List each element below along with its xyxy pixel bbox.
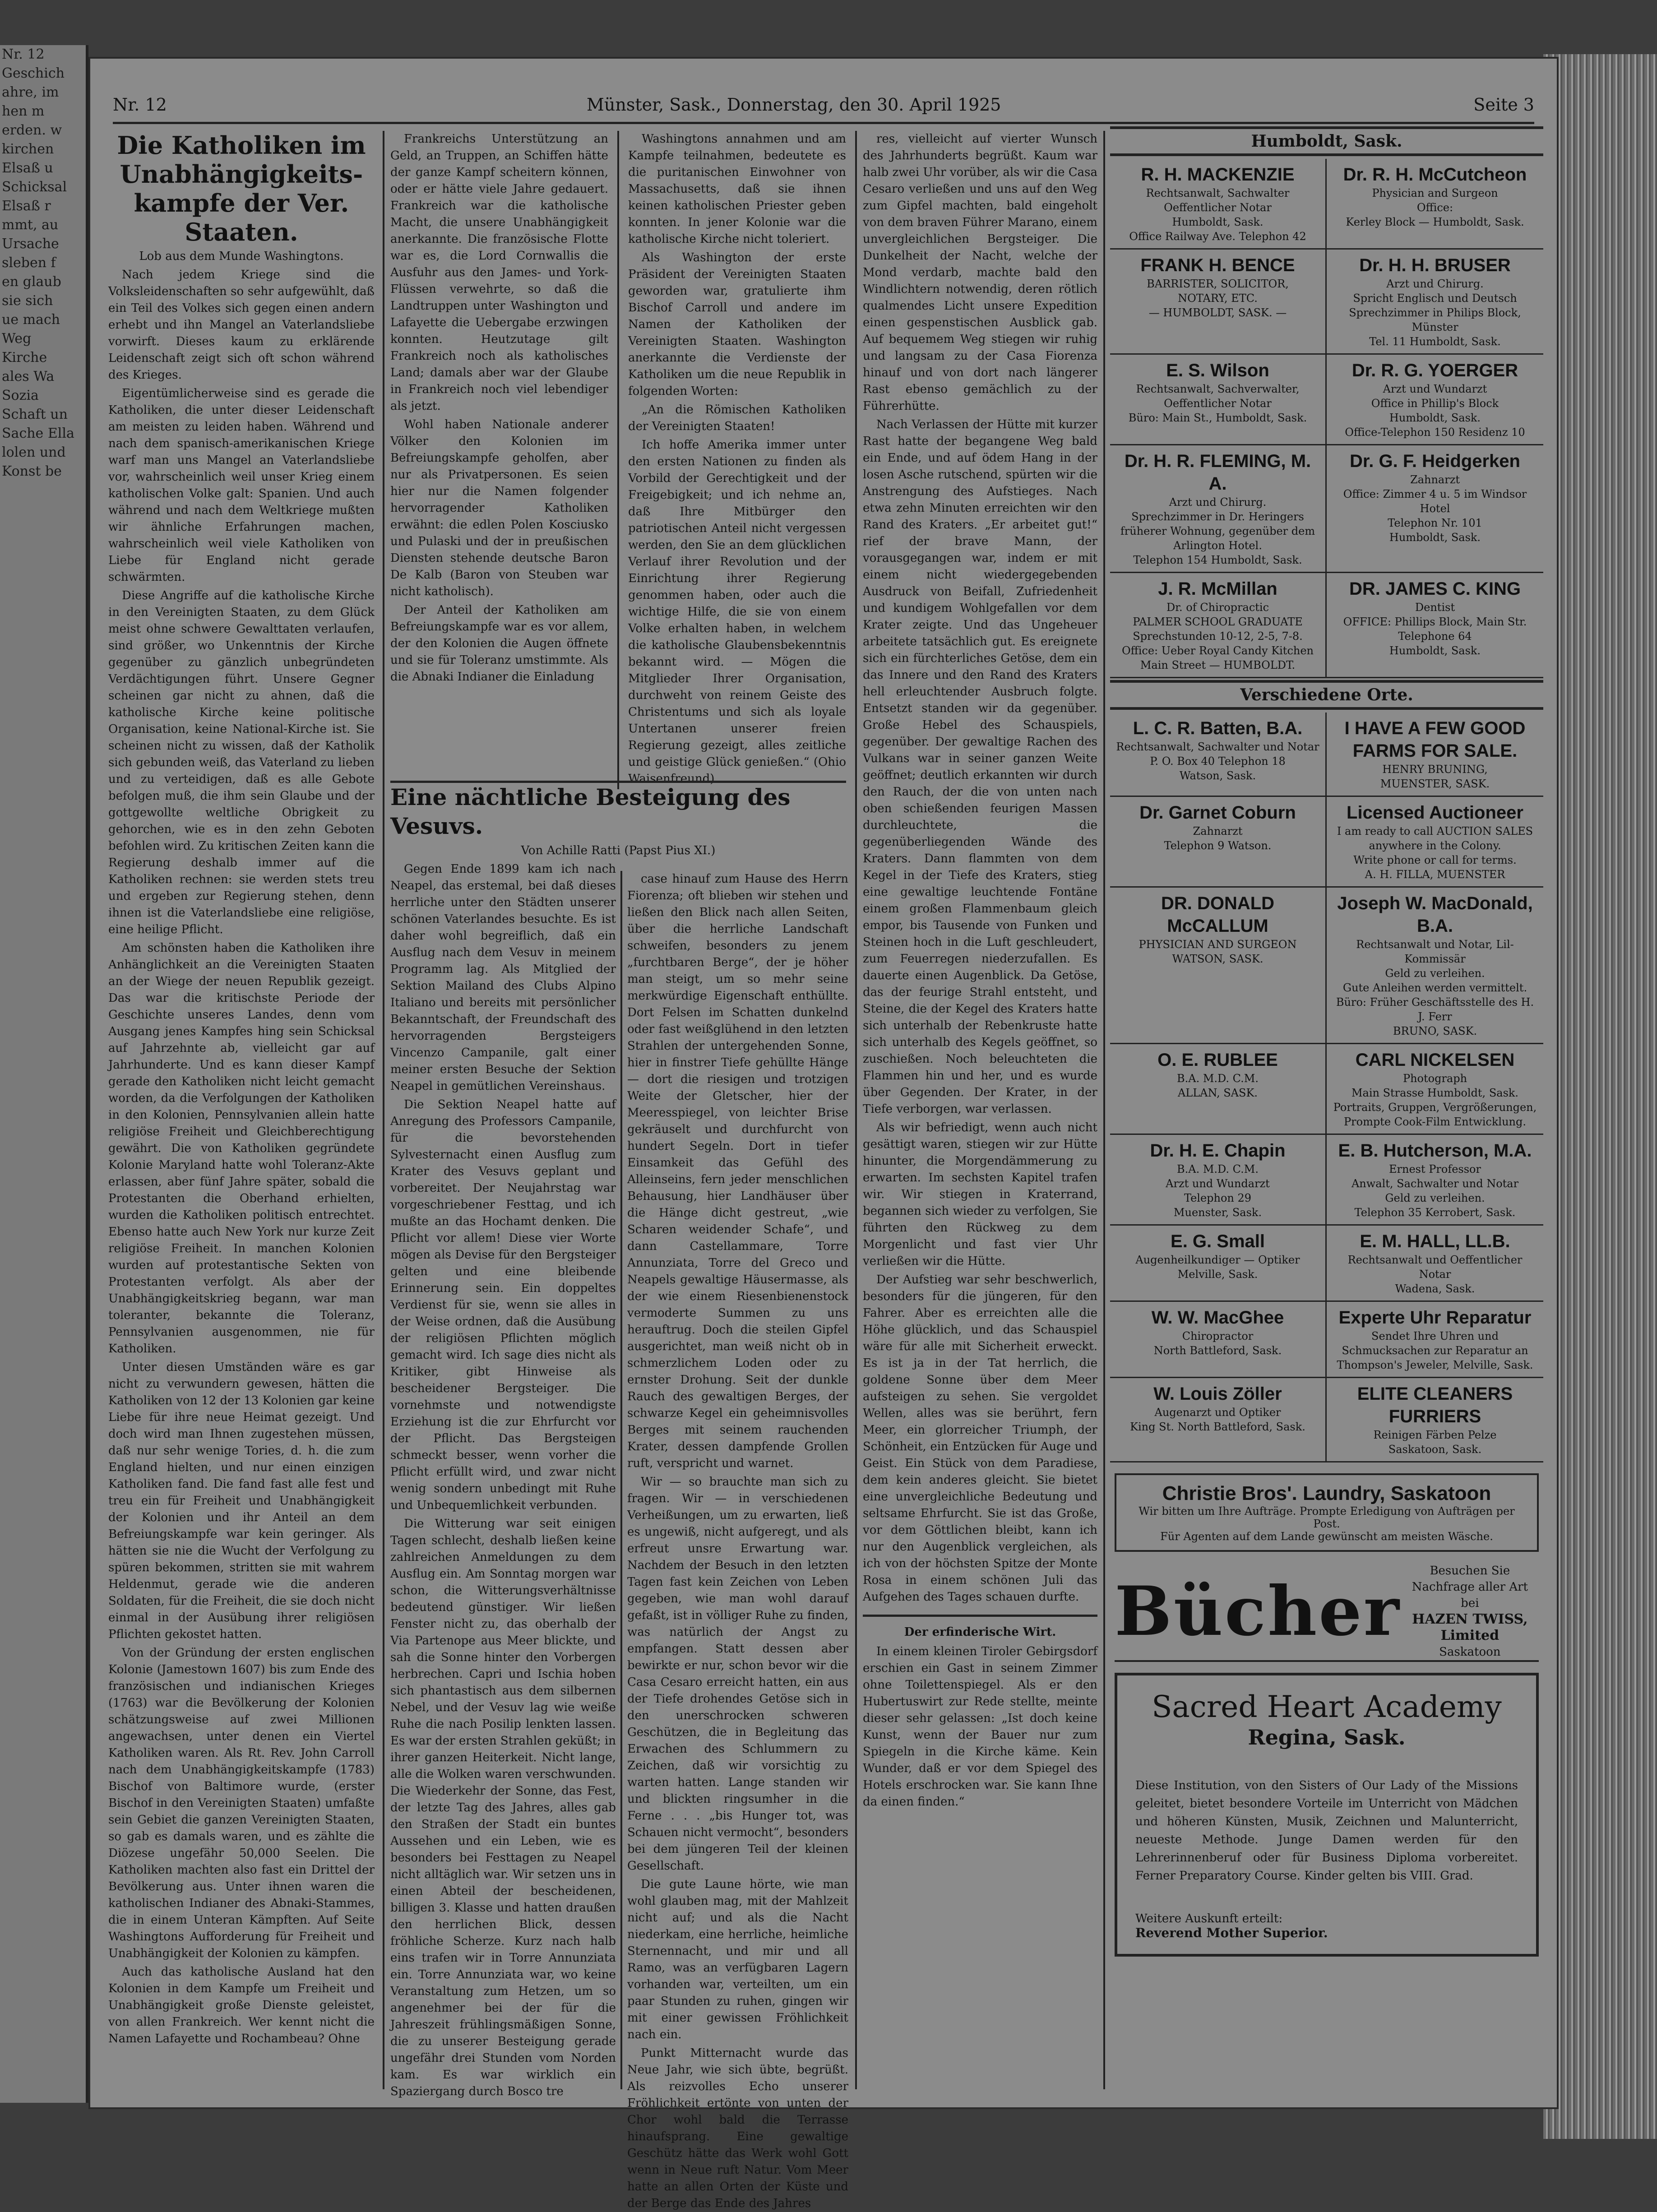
ad-line: Gute Anleihen werden vermittelt. [1342, 981, 1527, 994]
directory-ad [1327, 250, 1543, 355]
ad-name: CARL NICKELSEN [1355, 1050, 1515, 1070]
ad-line: North Battleford, Sask. [1153, 1344, 1282, 1357]
ad-line: Sprechstunden 10-12, 2-5, 7-8. Office: Ueber Royal Candy Kitchen [1121, 630, 1314, 657]
paragraph: Die Witterung war seit einigen Tagen schlecht, deshalb ließen keine zahlreichen Anmeldungen zu dem Ausflug ein. Am Sonntag morgen war schon, die Witterungsverhältnisse bedeutend günstiger. Wir ließen Fenster nicht zu, das oberhalb der Via Partenope aus Meer blickte, und sah die Sonne hinter den Vorbergen herbrechen. Capri und Ischia hoben sich phantastisch aus dem silbernen Nebel, und der Vesuv lag wie weiße Ruhe die nach Posilip lenkten lassen. Es war der ersten Strahlen geküßt; in ihrer ganzen Heiterkeit. Nicht lange, alle die Wolken waren verschwunden. Die Wiederkehr der Sonne, das Fest, der letzte Tag des Jahres, alles gab den Straßen der Stadt ein buntes Aussehen und ein Leben, wie es besonders bei Festtagen zu Neapel nicht alltäglich war. Wir setzen uns in einen Abteil der bescheidenen, billigen 3. Klasse und hatten draußen den herrlichen Blick, dessen fröhliche Scherze. Kurz nach halb eins trafen wir in Torre Annunziata ein. Torre Annunziata war, wo keine Veranstaltung zum Hetzen, um so angenehmer bei der für die Jahreszeit frühlingsmäßigen Sonne, die zu unserer Besteigung gerade ungefähr drei Stunden vom Norden kam. Es war wirklich ein Spaziergang durch Bosco tre [390, 1517, 616, 2098]
paragraph: Ich hoffe Amerika immer unter den ersten Nationen zu finden als Vorbild der Gerechtigkeit und der Freigebigkeit; und ich nehme an, daß Ihre Mitbürger den patriotischen Anteil nicht vergessen werden, den Sie an dem glücklichen Verlauf ihrer Revolution und der Einrichtung ihrer Regierung genommen haben, oder auch die wichtige Hilfe, die sie von einem Volke erhalten haben, in welchem die katholische Glaubensbekenntnis bekannt wird. — Mögen die Mitglieder Ihrer Organisation, durchweht von reinem Geiste des Christentums und sich als loyale Untertanen unserer freien Regierung gezeigt, alles zeitliche und geistige Glück genießen.“ (Ohio Waisenfreund) [628, 438, 846, 786]
paragraph: Auch das katholische Ausland hat den Kolonien in dem Kampfe um Freiheit und Unabhängigkeit große Dienste geleistet, von allen Frankreich. Wer kennt nicht die Namen Lafayette und Rochambeau? Ohne [108, 1965, 375, 2045]
ad-line: früherer Wohnung, gegenüber dem [1120, 525, 1315, 537]
ad-line: Watson, Sask. [1179, 769, 1256, 782]
fragment-line: erden. w [2, 122, 62, 138]
ad-line: Arzt und Chirurg. [1386, 278, 1484, 290]
ad-name: Dr. R. G. YOERGER [1352, 361, 1518, 380]
ad-line: Rechtsanwalt und Notar, Lil-Kommissär [1356, 938, 1514, 965]
directory-ad [1110, 1135, 1327, 1226]
fragment-line: Elsaß r [2, 198, 51, 214]
ad-line: Rechtsanwalt, Sachverwalter, [1136, 383, 1300, 395]
academy-contact-label: Weitere Auskunft erteilt: [1135, 1912, 1283, 1925]
anecdote-text: In einem kleinen Tiroler Gebirgsdorf erschien ein Gast in seinem Zimmer ohne Toilettenspiegel. Als er den Hubertuswirt zur Rede stellte, meinte dieser sehr gelassen: „Ist doch keine Kunst, wenn der Bauer nur zum Spiegeln in die Kirche käme. Kein Wunder, daß er vor dem Spiegel des Hotels erschrocken war. Sie kann Ihne da einen finden.“ [863, 1645, 1097, 1809]
issue-number: Nr. 12 [113, 95, 167, 115]
ad-line: Photograph [1402, 1072, 1467, 1085]
paragraph: Wir — so brauchte man sich zu fragen. Wir — in verschiedenen Verheißungen, um zu erwarten, ließ es ungewiß, nicht aufgeregt, und als erfreut unsre Erwartung war. Nachdem der Besuch in den letzten Tagen fast kein Zeichen von Leben gegeben, wie man wohl darauf gefaßt, ist in völliger Ruhe zu finden, was natürlich der Angst zu empfangen. Statt dessen aber bewirkte er nur, schon bevor wir die Casa Cesaro erreicht hatten, ein aus der Tiefe drohendes Getöse sich in den unerschrocken schweren Geschützen, die in Begleitung das Erwachen des Schlummern zu Zeichen, daß wir vorsichtig zu warten hatten. Lange standen wir und blickten ringsumher in die Ferne . . . „bis Hunger tot, was Schauen nicht vermocht“, besonders bei dem jüngeren Teil der kleinen Gesellschaft. [627, 1475, 848, 1873]
ad-line: WATSON, SASK. [1172, 953, 1264, 965]
ad-line: Main Strasse Humboldt, Sask. [1351, 1087, 1519, 1099]
buecher-details [1401, 1563, 1539, 1660]
directory-ad [1110, 713, 1327, 797]
fragment-line: lolen und [2, 444, 66, 460]
ad-line: Humboldt, Sask. [1389, 531, 1481, 544]
fragment-line: en glaub [2, 274, 61, 290]
ad-line: Dentist [1415, 601, 1455, 614]
anecdote-box [863, 1615, 1097, 1810]
newspaper-page [90, 59, 1557, 2210]
paragraph: Eigentümlicherweise sind es gerade die Katholiken, die unter dieser Leidenschaft am meisten zu leiden haben. Während und nach dem spanisch-amerikanischen Kriege warf man uns Mangel an Vaterlandsliebe vor, wahrscheinlich weil unser Krieg einem katholischen Volke galt: Spanien. Und auch während und nach dem Weltkriege mußten wir ähnliche Erfahrungen machen, wahrscheinlich weil viele Katholiken von Liebe für England nicht gerade schwärmten. [108, 387, 375, 584]
directory-ad [1110, 797, 1327, 888]
ad-name: W. W. MacGhee [1151, 1308, 1284, 1328]
ad-line: Telephon 35 Kerrobert, Sask. [1354, 1206, 1516, 1219]
laundry-ad [1115, 1473, 1539, 1552]
ad-line: Rechtsanwalt, Sachwalter und Notar [1116, 740, 1319, 753]
fragment-line: Schicksal [2, 179, 67, 195]
ad-line: Telephon Nr. 101 [1388, 517, 1482, 529]
ad-name: Joseph W. MacDonald, B.A. [1337, 893, 1533, 936]
directory-ad [1110, 250, 1327, 355]
ad-name: E. S. Wilson [1166, 361, 1269, 380]
directory-ad [1110, 888, 1327, 1044]
academy-contact: Reverend Mother Superior. [1135, 1925, 1328, 1940]
article-subhead: Lob aus dem Munde Washingtons. [139, 250, 344, 263]
story-headline: Eine nächtliche Besteigung des Vesuvs. [390, 784, 791, 839]
paragraph: Frankreichs Unterstützung an Geld, an Truppen, an Schiffen hätte der ganze Kampf scheitern können, oder er hätte viele Jahre gedauert. Frankreich war die katholische Macht, die unsere Unabhängigkeit anerkannte. Die französische Flotte war es, die Lord Cornwallis die Ausfuhr aus den James- und York-Flüssen verwehrte, so daß die Landtruppen unter Washington und Lafayette die Uebergabe erzwingen konnten. Heutzutage gilt Frankreich noch als katholisches Land; damals aber war der Glaube in Frankreich noch viel lebendiger als jetzt. [390, 132, 609, 413]
academy-city: Regina, Sask. [1248, 1725, 1406, 1749]
directory-ad [1110, 1226, 1327, 1302]
buecher-wordmark: Bücher [1115, 1572, 1401, 1651]
ad-line: Wadena, Sask. [1395, 1282, 1475, 1295]
ad-line: Office in Phillip's Block [1371, 397, 1499, 410]
ad-line: Office Railway Ave. Telephon 42 [1129, 230, 1306, 243]
ad-line: BRUNO, SASK. [1393, 1025, 1477, 1037]
ad-line: PALMER SCHOOL GRADUATE [1133, 615, 1303, 628]
paragraph: Der Aufstieg war sehr beschwerlich, besonders für die jüngeren, für den Fahrer. Aber es erreichten alle die Höhe glücklich, und das Schauspiel wäre für alle mit Sicherheit erweckt. Es ist ja in der Tat herrlich, die goldene Sonne über dem Meer aufsteigen zu sehen. Sie vergoldet Wellen, alles was sie berührt, fern Meer, ein glorreicher Triumph, der Schönheit, ein Entzücken für Auge und Geist. Ein Stück von dem Paradiese, dem kein anderes gleicht. Sie bietet eine unvergleichliche Bedeutung und seltsame Ehrfurcht. Sie ist das Große, vor dem Göttlichen bleibt, kann ich nur den Augenblick vergleichen, als ich von der höchsten Spitze der Monte Rosa in einem schönen Juli das Aufgehen des Tages schauen durfte. [863, 1273, 1097, 1604]
paragraph: Am schönsten haben die Katholiken ihre Anhänglichkeit an die Vereinigten Staaten an der Wiege der neuen Republik gezeigt. Das war die kritischste Periode der Geschichte unseres Landes, denn vom Ausgang jenes Kampfes hing sein Schicksal auf Jahrzehnte ab, vielleicht gar auf Jahrhunderte. Und es kann dieser Kampf gerade den Katholiken nicht leicht gemacht worden, da die Verfolgungen der Katholiken in den Kolonien, Pennsylvanien allein hatte religiöse Freiheit und Gleichberechtigung gewährt. Die von Katholiken gegründete Kolonie Maryland hatte wohl Toleranz-Akte erlassen, aber fünf Jahre später, sobald die Protestanten die Oberhand erhielten, wurden die Katholiken politisch entrechtet. Ebenso hatte auch New York nur kurze Zeit religiöse Freiheit. In manchen Kolonien wurden auf protestantische Sekten von Protestanten verfolgt. Als aber der Unabhängigkeitskrieg begann, war man toleranter, bekannte die Toleranz, Pennsylvanien ausgenommen, nie für Katholiken. [108, 941, 375, 1356]
ad-line: Anwalt, Sachwalter und Notar [1351, 1177, 1519, 1190]
ad-name: Dr. G. F. Heidgerken [1350, 451, 1520, 471]
ad-line: PHYSICIAN AND SURGEON [1139, 938, 1297, 951]
directory-ad [1327, 1226, 1543, 1302]
paragraph: Von der Gründung der ersten englischen Kolonie (Jamestown 1607) bis zum Ende des französischen und indianischen Krieges (1763) war die Bevölkerung der Kolonien schätzungsweise auf zwei Millionen angewachsen, unter denen ein Viertel Katholiken waren. Als Rt. Rev. John Carroll nach dem Unabhängigkeitskampfe (1783) Bischof von Baltimore wurde, (erster Bischof in den Vereinigten Staaten) umfaßte sein Gebiet die ganzen Vereinigten Staaten, so gab es damals waren, und es zählte die Diözese ungefähr 50,000 Seelen. Die Katholiken machten also fast ein Drittel der Bevölkerung aus. Unter ihnen waren die katholischen Indianer des Abnaki-Stammes, die in einem Unteran Kämpften. Auf Seite Washingtons Aufforderung für Freiheit und Unabhängigkeit der Kolonien zu kämpfen. [108, 1646, 375, 1960]
column-rule [617, 131, 619, 789]
ad-line: Muenster, Sask. [1173, 1206, 1262, 1219]
paragraph: Wohl haben Nationale anderer Völker den Kolonien im Befreiungskampfe geholfen, aber nur als Privatpersonen. Es seien hier nur die Namen folgender hervorragender Katholiken erwähnt: die edlen Polen Kosciusko und Pulaski und der in preußischen Diensten stehende deutsche Baron De Kalb (Baron von Steuben war nicht katholisch). [390, 418, 609, 598]
ad-line: Physician and Surgeon [1372, 187, 1498, 199]
ad-line: Telephon 9 Watson. [1164, 839, 1272, 852]
ad-line: ALLAN, SASK. [1177, 1087, 1258, 1099]
column-rule [855, 131, 857, 2089]
fragment-line: hen m [2, 103, 45, 119]
ad-name: W. Louis Zöller [1153, 1384, 1282, 1404]
ad-line: Zahnarzt [1410, 473, 1460, 486]
story-continuation [863, 131, 1097, 1606]
fragment-line: ales Wa [2, 369, 55, 384]
ad-line: Oeffentlicher Notar [1164, 397, 1272, 410]
ad-line: BARRISTER, SOLICITOR, [1147, 278, 1289, 290]
directory-ad [1327, 1044, 1543, 1135]
ad-line: Sendet Ihre Uhren und Schmucksachen zur Reparatur an Thompson's Jeweler, Melville, Sask. [1337, 1330, 1533, 1371]
ad-line: Portraits, Gruppen, Vergrößerungen, [1333, 1101, 1537, 1114]
ad-line: Dr. of Chiropractic [1166, 601, 1269, 614]
directory-ad [1327, 445, 1543, 573]
academy-title: Sacred Heart Academy [1152, 1689, 1502, 1724]
buecher-city: Saskatoon [1439, 1645, 1501, 1659]
ad-name: O. E. RUBLEE [1157, 1050, 1278, 1070]
academy-ad [1115, 1673, 1539, 1957]
ad-line: Arzt und Chirurg. [1169, 496, 1267, 509]
ad-line: Büro: Main St., Humboldt, Sask. [1128, 412, 1307, 424]
paragraph: Punkt Mitternacht wurde das Neue Jahr, wie sich übte, begrüßt. Als reizvolles Echo unserer Fröhlichkeit ertönte von unten der Chor wohl bald die Terrasse hinaufsprang. Eine gewaltige Geschütz hätte das Werk wohl Gott wenn in Neue ruft Natur. Vom Meer hatte an allen Orten der Küste und der Berge das Ende des Jahres [627, 2046, 848, 2210]
ad-name: ELITE CLEANERS FURRIERS [1357, 1384, 1513, 1426]
ad-line: Chiropractor [1182, 1330, 1254, 1342]
ad-line: Office-Telephon 150 Residenz 10 [1345, 426, 1525, 439]
paragraph: Nach Verlassen der Hütte mit kurzer Rast hatte der begangene Weg bald ein Ende, und auf ödem Hang in der losen Asche rutschend, spürten wir die Anstrengung des Aufstieges. Nach etwa zehn Minuten erreichten wir den Rand des Kraters. „Er arbeitet gut!“ rief der brave Mann, der vorausgegangen war, indem er mit einem nicht wiedergegebenden Ausdruck von Beifall, Zufriedenheit und kundigem Wohlgefallen vor dem Krater zeigte. Und das Ungeheuer arbeitete tatsächlich gut. Es ereignete sich ein fürchterliches Getöse, dem ein das Innere und den Rand des Kraters hell erleuchtender Ausbruch folgte. Entsetzt standen wir da gegenüber. Große Hebel des Schauspiels, gegenüber. Der gewaltige Rachen des Vulkans war in seiner ganzen Weite geöffnet; deutlich erkannten wir durch den Rauch, der die von unten nach oben schießenden feurigen Massen durchleuchtete, die gegenüberliegenden Wände des Kraters. Dann flammten von dem Kegel in der Tiefe des Kraters, stieg eine gewaltige leuchtende Fontäne einem großen Flammenbaum gleich empor, bis Tausende von Funken und Steinen hoch in die Luft geschleudert, zum Feuerregen niederzufallen. Es dauerte einen Augenblick. Da Getöse, das der feurige Strahl entsteht, und Steine, die der Kegel des Kraters hatte sich unterhalb der Rebenkruste hatte sich unterhalb des Kegels geöffnet, so zuschießen. Noch beleuchteten die Flammen hin und her, und es wurde über Gegenden. Der Krater, in der Tiefe verborgen, war verlassen. [863, 418, 1097, 1116]
ad-line: Arzt und Wundarzt [1166, 1177, 1270, 1190]
column-2-top [390, 131, 846, 786]
ad-line: Telephone 64 [1398, 630, 1472, 643]
paragraph: Als Washington der erste Präsident der Vereinigten Staaten geworden war, gratulierte ihm Bischof Carroll und andere im Namen der Katholiken der Vereinigten Staaten. Washington anerkannte die Verdienste der Katholiken um die neue Republik in folgenden Worten: [628, 251, 846, 398]
ad-line: Office: [1416, 201, 1453, 214]
fragment-line: sie sich [2, 293, 53, 309]
paragraph: Gegen Ende 1899 kam ich nach Neapel, das erstemal, bei daß dieses herrliche unter den Städten unserer schönen Vaterlandes besuchte. Es ist daher wohl begreiflich, daß ein Ausflug nach dem Vesuv in meinem Programm lag. Als Mitglied der Sektion Mailand des Clubs Alpino Italiano und bereits mit persönlicher Bekanntschaft, der Freundschaft des hervorragenden Bergsteigers Vincenzo Campanile, galt einer meiner ersten Besuche der Sektion Neapel in gemütlichen Vereinshaus. [390, 862, 616, 1093]
directory-ad [1327, 1378, 1543, 1462]
ad-name: Dr. H. E. Chapin [1150, 1141, 1286, 1161]
adjacent-page-text [0, 45, 86, 481]
ad-line: Humboldt, Sask. [1172, 216, 1264, 228]
anecdote-title: Der erfinderische Wirt. [904, 1625, 1056, 1639]
directory-ad [1110, 159, 1327, 250]
laundry-title: Christie Bros'. Laundry, Saskatoon [1162, 1482, 1491, 1504]
ad-line: Augenheilkundiger — Optiker [1135, 1254, 1300, 1266]
page-header [113, 90, 1534, 124]
ad-line: Geld zu verleihen. [1385, 1192, 1485, 1204]
ad-line: Main Street — HUMBOLDT. [1140, 659, 1296, 671]
ad-line: Telephon 29 [1184, 1192, 1252, 1204]
ad-line: P. O. Box 40 Telephon 18 [1150, 755, 1286, 768]
ad-line: — HUMBOLDT, SASK. — [1148, 306, 1287, 319]
ad-line: Office: Zimmer 4 u. 5 im Windsor Hotel [1343, 488, 1527, 515]
ad-line: Kerley Block — Humboldt, Sask. [1346, 216, 1524, 228]
fragment-line: Geschich [2, 65, 65, 81]
fragment-line: ue mach [2, 312, 60, 328]
directory-ad [1327, 159, 1543, 250]
ad-name: Dr. Garnet Coburn [1139, 803, 1296, 823]
paragraph: case hinauf zum Hause des Herrn Fiorenza; oft blieben wir stehen und ließen den Blick nach allen Seiten, über die herrliche Landschaft schweifen, besonders zu jenem „furchtbaren Berge“, der je höher man steigt, um so mehr seine merkwürdige Eigenschaft enthüllte. Dort Felsen im Schatten dunkelnd oder fast weißglühend in den letzten Strahlen der untergehenden Sonne, hier in finstrer Tiefe gehüllte Hänge — dort die riesigen und trotzigen Weite der Gletscher, hier der Meeresspiegel, von leichter Brise gekräuselt und durchfurcht von hundert Segeln. Dort in tiefer Einsamkeit das Gefühl des Alleinseins, fern jeder menschlichen Behausung, hier Landhäuser über die Hänge dicht gestreut, „wie Scharen weidender Schafe“, und dann Castellammare, Torre Annunziata, Torre del Greco und Neapels gewaltige Häusermasse, als der wie einem Riesenbienenstock vermoderte Summen zu uns herauftrug. Doch die steilen Gipfel ausgerichtet, man weiß nicht ob in schmerzlichem Loden oder zu ernster Drohung. Seit der dunkle Rauch des gewaltigen Berges, der schwarze Kegel ein geheimnisvolles Berges mit seinem rauchenden Krater, dessen dampfende Grollen ruft, verspricht und warnet. [627, 872, 848, 1470]
page-number: Seite 3 [1473, 95, 1534, 115]
ad-line: Tel. 11 Humboldt, Sask. [1369, 335, 1501, 348]
ad-line: HENRY BRUNING, [1382, 763, 1488, 776]
dateline: Münster, Sask., Donnerstag, den 30. April 1925 [587, 95, 1001, 115]
ad-name: E. G. Small [1171, 1231, 1265, 1251]
directory-ad [1327, 1135, 1543, 1226]
ad-line: Telephon 154 Humboldt, Sask. [1133, 554, 1302, 566]
ad-name: R. H. MACKENZIE [1141, 165, 1295, 185]
article-continuation [628, 131, 846, 789]
ad-name: DR. DONALD McCALLUM [1161, 893, 1275, 936]
book-page-edges [1543, 54, 1657, 2139]
directory-ad [1110, 1302, 1327, 1378]
ad-name: L. C. R. Batten, B.A. [1133, 718, 1303, 738]
ad-name: Dr. H. H. BRUSER [1359, 255, 1511, 275]
fragment-line: kirchen [2, 141, 54, 157]
paragraph: Als wir befriedigt, wenn auch nicht gesättigt waren, stiegen wir zur Hütte hinunter, die Morgendämmerung zu erwarten. Im sechsten Kapitel trafen wir. Wir stiegen in Kraterrand, begannen sich wieder zu verfolgen, Sie führten den Rückweg zu dem Morgenlicht und fast vier Uhr verließen wir die Hütte. [863, 1121, 1097, 1268]
ad-line: King St. North Battleford, Sask. [1130, 1421, 1305, 1433]
paragraph: Nach jedem Kriege sind die Volksleidenschaften so sehr aufgewühlt, daß ein Teil des Volkes sich gegen einen andern erhebt und ihn Mangel an Vaterlandsliebe vorwirft. Dieses kaum zu erklärende Leidenschaft zeigt sich oft schon während des Krieges. [108, 268, 375, 382]
directory-ad [1327, 888, 1543, 1044]
column-rule [383, 131, 384, 2089]
ad-line: Sprechzimmer in Dr. Heringers [1131, 510, 1304, 523]
directory-ad [1327, 713, 1543, 797]
ad-name: Licensed Auctioneer [1347, 803, 1523, 823]
story-byline: Von Achille Ratti (Papst Pius XI.) [521, 844, 716, 857]
ad-line: Arlington Hotel. [1173, 539, 1262, 552]
story-continuation [627, 871, 848, 2212]
paragraph: „An die Römischen Katholiken der Vereinigten Staaten! [628, 403, 846, 433]
ad-line: Rechtsanwalt und Oeffentlicher Notar [1347, 1254, 1523, 1281]
directory-ad [1327, 573, 1543, 678]
fragment-line: sleben f [2, 255, 56, 271]
ad-name: Dr. H. R. FLEMING, M. A. [1124, 451, 1311, 494]
directory-ad [1110, 1378, 1327, 1462]
buecher-ad [1115, 1563, 1539, 1662]
directory-ad [1327, 797, 1543, 888]
ad-line: Arzt und Wundarzt [1383, 383, 1487, 395]
section-title-humboldt: Humboldt, Sask. [1110, 126, 1543, 156]
ad-line: Melville, Sask. [1177, 1268, 1258, 1281]
ad-line: B.A. M.D. C.M. [1176, 1163, 1259, 1175]
advertisements [1110, 126, 1543, 2080]
fragment-line: Konst be [2, 463, 62, 479]
ad-line: Prompte Cook-Film Entwicklung. [1344, 1115, 1526, 1128]
column-rule [1103, 131, 1105, 2089]
fragment-line: Ursache [2, 236, 59, 252]
column-1 [108, 131, 375, 2089]
ad-line: Humboldt, Sask. [1389, 412, 1481, 424]
ad-line: Sprechzimmer in Philips Block, Münster [1349, 306, 1521, 333]
fragment-line: Nr. 12 [2, 46, 45, 62]
ad-line: Ernest Professor [1389, 1163, 1481, 1175]
ad-name: J. R. McMillan [1158, 579, 1277, 599]
paragraph: Diese Angriffe auf die katholische Kirche in den Vereinigten Staaten, zu dem Glück meist ohne schwere Gewalttaten verlaufen, sind größer, wo Unkenntnis der Kirche gegenüber zu gänzlich unbegründeten Verdächtigungen führt. Unsere Gegner scheinen gar nicht zu ahnen, daß die katholische Kirche keine politische Organisation, keine National-Kirche ist. Sie scheinen nicht zu wissen, daß der Katholik sich gebunden weiß, das Vaterland zu lieben und zu verteidigen, daß es alle Gebote befolgen muß, die ihm sein Glaube und der gottgewollte weltliche Obrigkeit zu gehorchen, wie es in den zehn Geboten befohlen wird. Zu kritischen Zeiten kann die Regierung deshalb immer auf die Katholiken rechnen: sie werden stets treu und ergeben zur Regierung stehen, denn ihnen ist die Vaterlandsliebe eine religiöse, eine heilige Pflicht. [108, 589, 375, 936]
ad-line: A. H. FILLA, MUENSTER [1365, 868, 1505, 881]
ad-line: NOTARY, ETC. [1178, 292, 1258, 305]
ad-line: Geld zu verleihen. [1385, 967, 1485, 980]
paragraph: Die gute Laune hörte, wie man wohl glauben mag, mit der Mahlzeit nicht auf; und als die Nacht niederkam, eine herrliche, heimliche Sternennacht, und mir und all Ramo, was an verfügbaren Lagern vorhanden war, verteilten, um ein paar Stunden zu ruhen, gingen wir mit einer gewissen Fröhlichkeit nach ein. [627, 1878, 848, 2041]
fragment-line: Kirche [2, 350, 47, 366]
ad-line: Saskatoon, Sask. [1388, 1443, 1482, 1456]
column-4 [863, 131, 1097, 2089]
ad-name: DR. JAMES C. KING [1349, 579, 1521, 599]
ad-name: Experte Uhr Reparatur [1338, 1308, 1532, 1328]
regional-directory [1110, 713, 1543, 1462]
directory-ad [1110, 573, 1327, 678]
directory-ad [1327, 1302, 1543, 1378]
ad-name: I HAVE A FEW GOOD FARMS FOR SALE. [1344, 718, 1526, 761]
fragment-line: ahre, im [2, 84, 59, 100]
buecher-company: HAZEN TWISS, Limited [1412, 1611, 1528, 1643]
ad-line: I am ready to call AUCTION SALES anywhere in the Colony. [1337, 825, 1533, 852]
fragment-line: mmt, au [2, 217, 59, 233]
ad-name: FRANK H. BENCE [1140, 255, 1295, 275]
ad-line: Oeffentlicher Notar [1164, 201, 1272, 214]
column-3 [627, 871, 848, 2210]
directory-ad [1327, 355, 1543, 445]
column-rule [620, 871, 622, 2089]
fragment-line: Sozia [2, 388, 39, 403]
laundry-line1: Wir bitten um Ihre Aufträge. Prompte Erledigung von Aufträgen per Post. [1139, 1505, 1515, 1530]
ad-line: Rechtsanwalt, Sachwalter [1146, 187, 1290, 199]
ad-name: E. B. Hutcherson, M.A. [1338, 1141, 1532, 1161]
ad-line: Spricht Englisch und Deutsch [1353, 292, 1517, 305]
directory-ad [1110, 445, 1327, 573]
ad-name: E. M. HALL, LL.B. [1360, 1231, 1510, 1251]
ad-line: Write phone or call for terms. [1353, 854, 1517, 866]
ad-name: Dr. R. H. McCutcheon [1343, 165, 1527, 185]
laundry-line2: Für Agenten auf dem Lande gewünscht am meisten Wäsche. [1160, 1530, 1493, 1543]
ad-line: MUENSTER, SASK. [1380, 777, 1490, 790]
fragment-line: Schaft un [2, 407, 68, 422]
directory-ad [1110, 1044, 1327, 1135]
fragment-line: Sache Ella [2, 426, 74, 441]
section-title-orte: Verschiedene Orte. [1110, 680, 1543, 710]
adjacent-page-fragment [0, 45, 88, 2103]
buecher-line: Besuchen Sie Nachfrage aller Art bei [1412, 1564, 1528, 1610]
paragraph: res, vielleicht auf vierter Wunsch des Jahrhunderts begrüßt. Kaum war halb zwei Uhr vorüber, als wir die Casa Cesaro verließen und uns auf den Weg zum Gipfel machten, bald eingeholt von dem braven Führer Marano, einem unvergleichlichen Bergsteiger. Die Dunkelheit der Nacht, welche der Mond verdarb, machte bald den Windlichtern notwendig, deren rötlich qualmendes Licht unsere Expedition einen gespenstischen Ausblick gab. Auf bequemem Weg stiegen wir ruhig und langsam zu der Casa Fiorenza hinauf und von dort nach längerer Rast ebenso gemächlich zu der Führerhütte. [863, 132, 1097, 413]
ad-line: OFFICE: Phillips Block, Main Str. [1343, 615, 1527, 628]
paragraph: Die Sektion Neapel hatte auf Anregung des Professors Campanile, für die bevorstehenden Sylvesternacht einen Ausflug zum Krater des Vesuvs geplant und vorbereitet. Der Neujahrstag war vorgeschriebener Festtag, und ich mußte an das Hochamt denken. Die Pflicht vor allem! Diese vier Worte mögen als Devise für den Bergsteiger gelten und eine bleibende Erinnerung sein. Ein doppeltes Verdienst für sie, wenn sie alles in der Weise ordnen, daß die Ausübung der religiösen Pflichten möglich gemacht wird. Ich sage dies nicht als Kritiker, gibt Hinweise als bescheidener Bergsteiger. Die vornehmste und notwendigste Erziehung ist die zur Ehrfurcht vor der Pflicht. Das Bergsteigen schmeckt besser, wenn vorher die Pflicht erfüllt wird, und zwar nicht wenig sondern unbedingt mit Ruhe und Unbequemlichkeit verbunden. [390, 1098, 616, 1512]
article-headline: Die Katholiken im Unabhängigkeits-kampfe der Ver. Staaten. [117, 131, 366, 246]
article-continuation [390, 131, 608, 789]
fragment-line: Weg [2, 331, 32, 347]
story-body [390, 861, 616, 2100]
ad-line: Humboldt, Sask. [1389, 644, 1481, 657]
article-body [108, 267, 375, 2047]
paragraph: Washingtons annahmen und am Kampfe teilnahmen, bedeutete es die puritanischen Einwohner von Massachusetts, daß sie ihnen keinen katholischen Priester geben konnten. In jener Kolonie war die katholische Kirche nicht toleriert. [628, 132, 846, 246]
directory-ad [1110, 355, 1327, 445]
humboldt-directory [1110, 159, 1543, 678]
paragraph: Unter diesen Umständen wäre es gar nicht zu verwundern gewesen, hätten die Katholiken von 12 der 13 Kolonien gar keine Liebe für ihre neue Heimat gezeigt. Und doch wird man Ihnen zugestehen müssen, daß nur sehr wenige Tories, d. h. die zum England hielten, und nur einen einzigen Katholiken fand. Die fand fast alle fest und treu ein für Freiheit und Unabhängigkeit der Kolonien und ihr Anteil an dem Befreiungskampfe war kein geringer. Als hätten sie nie die Wucht der Verfolgung zu spüren bekommen, stritten sie mit wahrem Heldenmut, gerade wie die anderen Soldaten, für die Freiheit, die sie doch nicht einmal in der Ausübung ihrer religiösen Pflichten gekostet hatten. [108, 1361, 375, 1641]
academy-text: Diese Institution, von den Sisters of Our Lady of the Missions geleitet, bietet besondere Vorteile im Unterricht von Mädchen und höheren Künsten, Musik, Zeichnen und Malunterricht, neueste Methode. Junge Damen werden für den Lehrerinnenberuf oder für Business Diploma vorbereitet. Ferner Preparatory Course. Kinder gelten bis VIII. Grad. [1135, 1779, 1518, 1883]
ad-line: Büro: Früher Geschäftsstelle des H. J. Ferr [1336, 996, 1534, 1023]
ad-line: Zahnarzt [1193, 825, 1243, 838]
ad-line: B.A. M.D. C.M. [1176, 1072, 1259, 1085]
ad-line: Augenarzt und Optiker [1154, 1406, 1281, 1419]
ad-line: Reinigen Färben Pelze [1373, 1429, 1497, 1441]
fragment-line: Elsaß u [2, 160, 53, 176]
paragraph: Der Anteil der Katholiken am Befreiungskampfe war es vor allem, der den Kolonien die Augen öffnete und sie für Toleranz umstimmte. Als die Abnaki Indianer die Einladung [390, 603, 609, 684]
